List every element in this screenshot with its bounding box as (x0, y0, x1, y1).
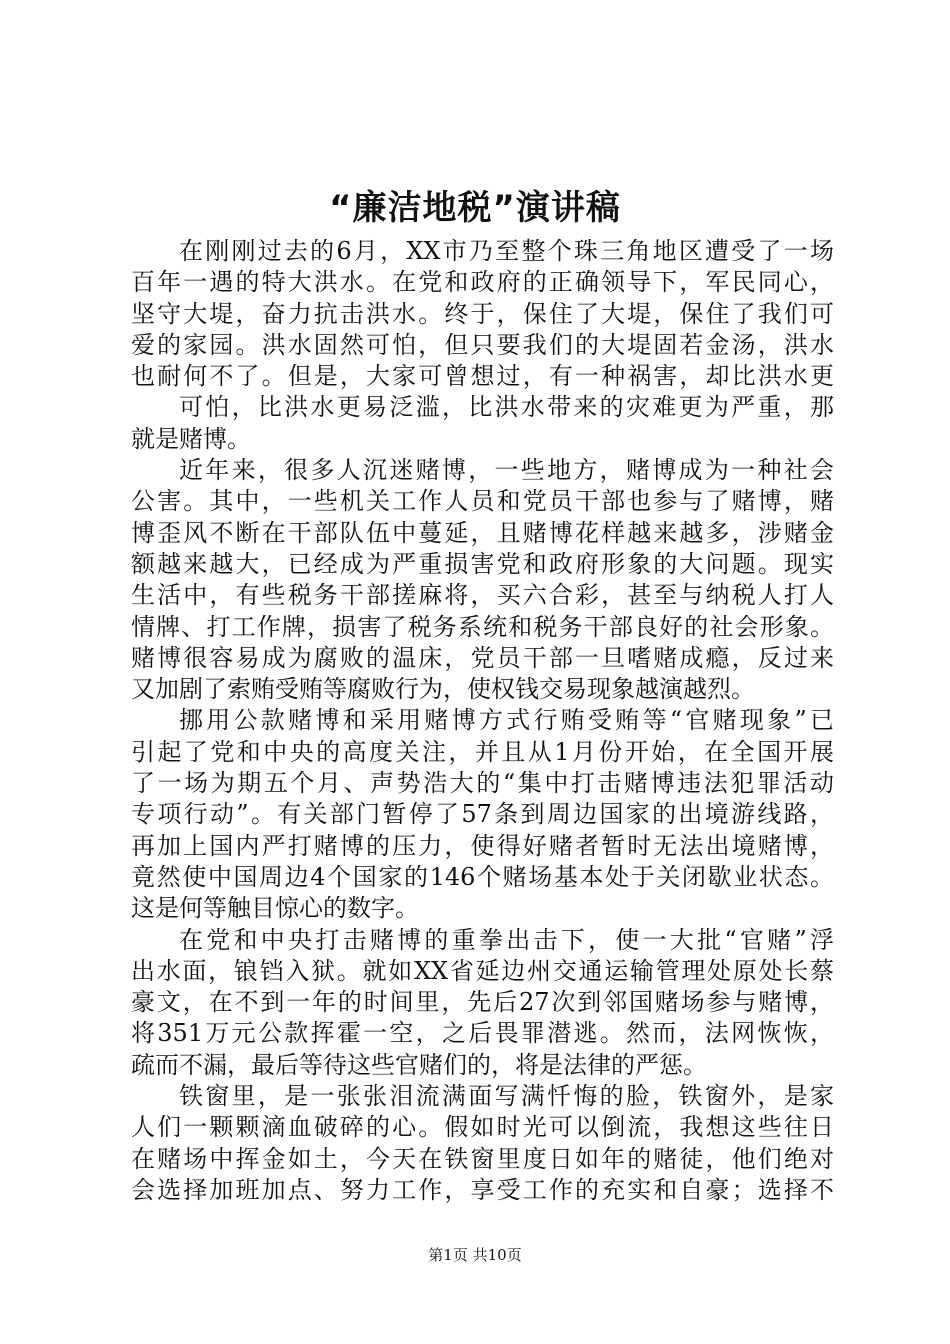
text-line: 近年来，很多人沉迷赌博，一些地方，赌博成为一种社会 (179, 456, 834, 485)
text-line: 再加上国内严打赌博的压力，使得好赌者暂时无法出境赌博， (131, 831, 834, 860)
text-line: 挪用公款赌博和采用赌博方式行贿受贿等“官赌现象”已 (179, 706, 834, 735)
text-line: 竟然使中国周边4个国家的146个赌场基本处于关闭歇业状态。 (131, 862, 834, 891)
text-line: 可怕，比洪水更易泛滥，比洪水带来的灾难更为严重，那 (179, 393, 834, 422)
text-line: 就是赌博。 (131, 424, 251, 453)
text-line: 坚守大堤，奋力抗击洪水。终于，保住了大堤，保住了我们可 (131, 299, 834, 328)
text-line: 会选择加班加点、努力工作，享受工作的充实和自豪；选择不 (131, 1175, 834, 1204)
text-line: 这是何等触目惊心的数字。 (131, 894, 419, 923)
text-line: 引起了党和中央的高度关注，并且从1月份开始，在全国开展 (131, 737, 834, 766)
text-line: 出水面，锒铛入狱。就如XX省延边州交通运输管理处原处长蔡 (131, 956, 834, 985)
text-line: 又加剧了索贿受贿等腐败行为，使权钱交易现象越演越烈。 (131, 675, 755, 704)
text-line: 将351万元公款挥霍一空，之后畏罪潜逃。然而，法网恢恢， (131, 1019, 834, 1048)
text-line: 了一场为期五个月、声势浩大的“集中打击赌博违法犯罪活动 (131, 769, 834, 798)
text-line: 在党和中央打击赌博的重拳出击下，使一大批“官赌”浮 (179, 925, 834, 954)
text-line: 百年一遇的特大洪水。在党和政府的正确领导下，军民同心， (131, 268, 834, 297)
text-line: 博歪风不断在干部队伍中蔓延，且赌博花样越来越多，涉赌金 (131, 518, 834, 547)
text-line: 铁窗里，是一张张泪流满面写满忏悔的脸，铁窗外，是家 (179, 1082, 834, 1111)
text-line: 专项行动”。有关部门暂停了57条到周边国家的出境游线路， (131, 800, 834, 829)
text-line: 也耐何不了。但是，大家可曾想过，有一种祸害，却比洪水更 (131, 362, 834, 391)
text-line: 爱的家园。洪水固然可怕，但只要我们的大堤固若金汤，洪水 (131, 330, 834, 359)
document-title: “廉洁地税”演讲稿 (329, 188, 621, 228)
text-line: 人们一颗颗滴血破碎的心。假如时光可以倒流，我想这些往日 (131, 1113, 834, 1142)
text-line: 公害。其中，一些机关工作人员和党员干部也参与了赌博，赌 (131, 487, 834, 516)
text-line: 疏而不漏，最后等待这些官赌们的，将是法律的严惩。 (131, 1050, 707, 1079)
text-line: 赌博很容易成为腐败的温床，党员干部一旦嗜赌成瘾，反过来 (131, 643, 834, 672)
text-line: 在赌场中挥金如土，今天在铁窗里度日如年的赌徒，他们绝对 (131, 1144, 834, 1173)
text-line: 额越来越大，已经成为严重损害党和政府形象的大问题。现实 (131, 549, 834, 578)
document-body (131, 236, 834, 1206)
page-footer: 第1页 共10页 (428, 1246, 522, 1264)
text-line: 豪文，在不到一年的时间里，先后27次到邻国赌场参与赌博， (131, 988, 834, 1017)
text-line: 在刚刚过去的6月，XX市乃至整个珠三角地区遭受了一场 (179, 237, 834, 265)
text-line: 生活中，有些税务干部搓麻将，买六合彩，甚至与纳税人打人 (131, 581, 834, 610)
text-line: 情牌、打工作牌，损害了税务系统和税务干部良好的社会形象。 (131, 612, 834, 641)
